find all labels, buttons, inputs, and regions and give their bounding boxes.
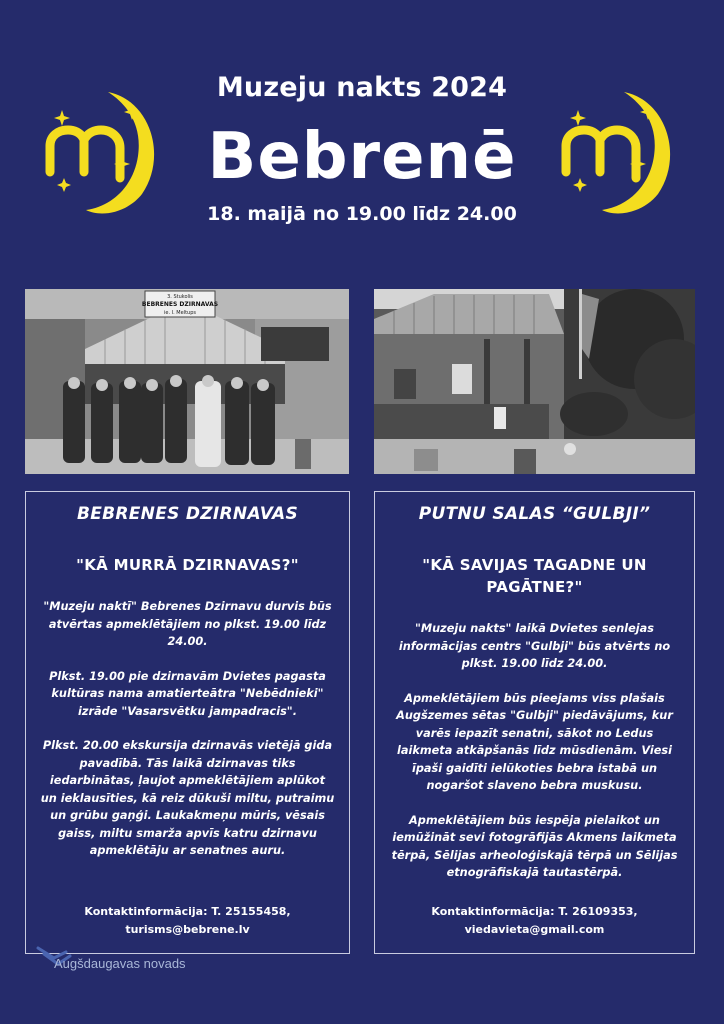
putnu-salas-gulbji-card bbox=[374, 491, 695, 954]
card-title: BEBRENES DZIRNAVAS bbox=[76, 504, 299, 524]
house-photo bbox=[374, 289, 695, 474]
card-paragraph: "Muzeju nakts" laikā Dvietes senlejas informācijas centrs "Gulbji" būs atvērts no plkst. 19.00 līdz 24.00. bbox=[398, 622, 671, 670]
card-paragraph: Apmeklētājiem būs pieejams viss plašais Augšzemes sētas "Gulbji" piedāvājums, kur varēs iepazīt senatni, sākot no Ledus laikmeta atkāpšanās līdz mūsdienām. Viesi īpaši gaidīti ielūkoties bebra istabā un nogaršot slaveno bebra muskusu. bbox=[396, 691, 673, 792]
card-paragraph: "Muzeju naktī" Bebrenes Dzirnavu durvis būs atvērtas apmeklētājiem no plkst. 19.00 līdz 24.00. bbox=[43, 600, 332, 648]
contact-phone: Kontaktinformācija: T. 25155458, bbox=[84, 905, 291, 918]
card-body bbox=[389, 620, 680, 882]
card-paragraph: Apmeklētājiem būs iespēja pielaikot un iemūžināt sevi fotogrāfijās Akmens laikmeta tērpā, Sēlijas arheoloģiskajā tērpā un Sēlijas etnogrāfiskajā tautastērpā. bbox=[391, 813, 678, 879]
event-date: 18. maijā no 19.00 līdz 24.00 bbox=[207, 203, 517, 225]
contact-email[interactable]: viedavieta@gmail.com bbox=[464, 923, 605, 936]
card-question: "KĀ SAVIJAS TAGADNE UN PAGĀTNE?" bbox=[422, 556, 647, 596]
card-question: "KĀ MURRĀ DZIRNAVAS?" bbox=[76, 556, 299, 574]
card-paragraph: Plkst. 19.00 pie dzirnavām Dvietes pagasta kultūras nama amatierteātra "Nebēdnieki" izrāde "Vasarsvētku jampadracis". bbox=[49, 669, 326, 718]
mill-sign-line2: BEBRENES DZIRNAVAS bbox=[141, 301, 219, 308]
bebrenes-dzirnavas-card bbox=[25, 491, 350, 954]
mill-sign-line1: 3. Stukolis bbox=[167, 294, 193, 300]
footer-municipality-text: Augšdaugavas novads bbox=[54, 956, 186, 971]
card-contact bbox=[375, 903, 694, 939]
card-body bbox=[40, 598, 335, 860]
card-contact bbox=[26, 903, 349, 939]
card-title: PUTNU SALAS “GULBJI” bbox=[418, 504, 651, 524]
card-paragraph: Plkst. 20.00 ekskursija dzirnavās vietējā gida pavadībā. Tās laikā dzirnavas tiks iedarbinātas, ļaujot apmeklētājiem aplūkot un ieklausīties, kā reiz dūkuši miltu, putraimu un grūbu gaņģi. Laukakmeņu mūris, vēsais gaiss, miltu smarža apvīs katru dzirnavu apmeklētāju ar senatnes auru. bbox=[40, 739, 335, 857]
page-title: Bebrenē bbox=[207, 120, 517, 194]
mill-sign-line3: ie. I. Meltups bbox=[164, 310, 196, 316]
event-subtitle: Muzeju nakts 2024 bbox=[216, 72, 508, 103]
mill-photo bbox=[25, 289, 349, 474]
contact-phone: Kontaktinformācija: T. 26109353, bbox=[431, 905, 638, 918]
contact-email[interactable]: turisms@bebrene.lv bbox=[125, 923, 250, 936]
